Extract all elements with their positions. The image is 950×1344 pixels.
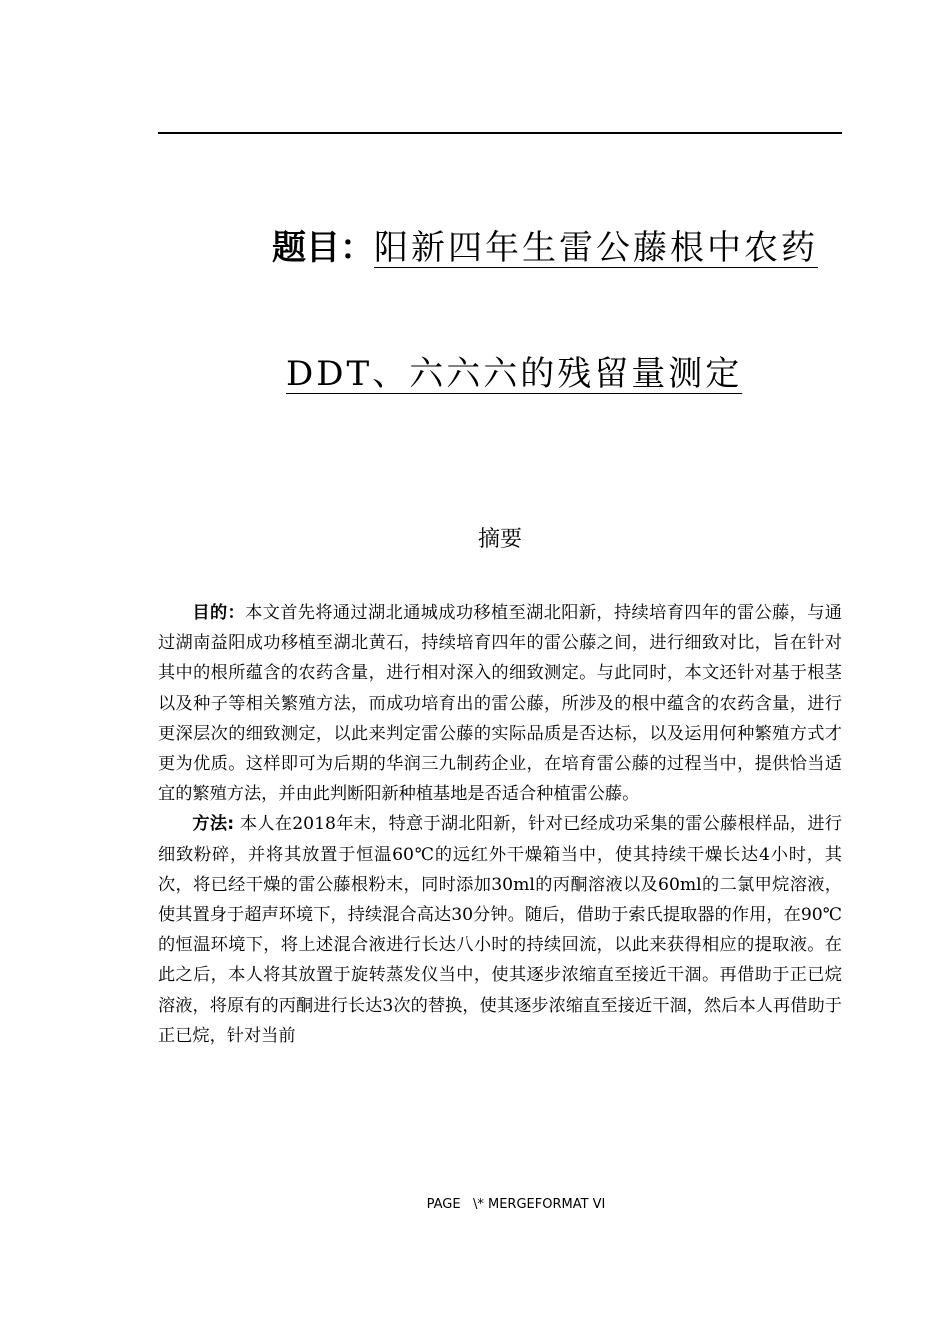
title-line-2 bbox=[286, 352, 742, 396]
title-line-1 bbox=[272, 226, 818, 270]
header-rule bbox=[158, 132, 842, 134]
title-text-line-2: DDT、六六六的残留量测定 bbox=[286, 354, 743, 394]
page-footer: PAGE \* MERGEFORMAT VI bbox=[426, 1197, 606, 1212]
abstract-paragraph-purpose bbox=[158, 598, 842, 809]
abstract-body bbox=[158, 598, 842, 1051]
paragraph-text-purpose: 本文首先将通过湖北通城成功移植至湖北阳新，持续培育四年的雷公藤，与通过湖南益阳成功移植至湖北黄石，持续培育四年的雷公藤之间，进行细致对比，旨在针对其中的根所蕴含的农药含量，进行相对深入的细致测定。与此同时，本文还针对基于根茎以及种子等相关繁殖方法，而成功培育出的雷公藤，所涉及的根中蕴含的农药含量，进行更深层次的细致测定，以此来判定雷公藤的实际品质是否达标，以及运用何种繁殖方式才更为优质。这样即可为后期的华润三九制药企业，在培育雷公藤的过程当中，提供恰当适宜的繁殖方法，并由此判断阳新种植基地是否适合种植雷公藤。 bbox=[158, 603, 842, 805]
abstract-heading: 摘要 bbox=[477, 527, 522, 552]
paragraph-label-purpose: 目的： bbox=[192, 603, 246, 623]
paragraph-text-method: 本人在2018年末，特意于湖北阳新，针对已经成功采集的雷公藤根样品，进行细致粉碎，并将其放置于恒温60℃的远红外干燥箱当中，使其持续干燥长达4小时，其次，将已经干燥的雷公藤根粉末，同时添加30ml的丙酮溶液以及60ml的二氯甲烷溶液，使其置身于超声环境下，持续混合高达30分钟。随后，借助于索氏提取器的作用，在90℃的恒温环境下，将上述混合液进行长达八小时的持续回流，以此来获得相应的提取液。在此之后，本人将其放置于旋转蒸发仪当中，使其逐步浓缩直至接近干涸。再借助于正已烷溶液，将原有的丙酮进行长达3次的替换，使其逐步浓缩直至接近干涸，然后本人再借助于正已烷，针对当前 bbox=[158, 814, 842, 1046]
paragraph-label-method: 方法: bbox=[192, 814, 235, 835]
abstract-paragraph-method bbox=[158, 809, 842, 1051]
title-text-line-1: 阳新四年生雷公藤根中农药 bbox=[374, 228, 818, 268]
title-label: 题目： bbox=[272, 228, 374, 268]
